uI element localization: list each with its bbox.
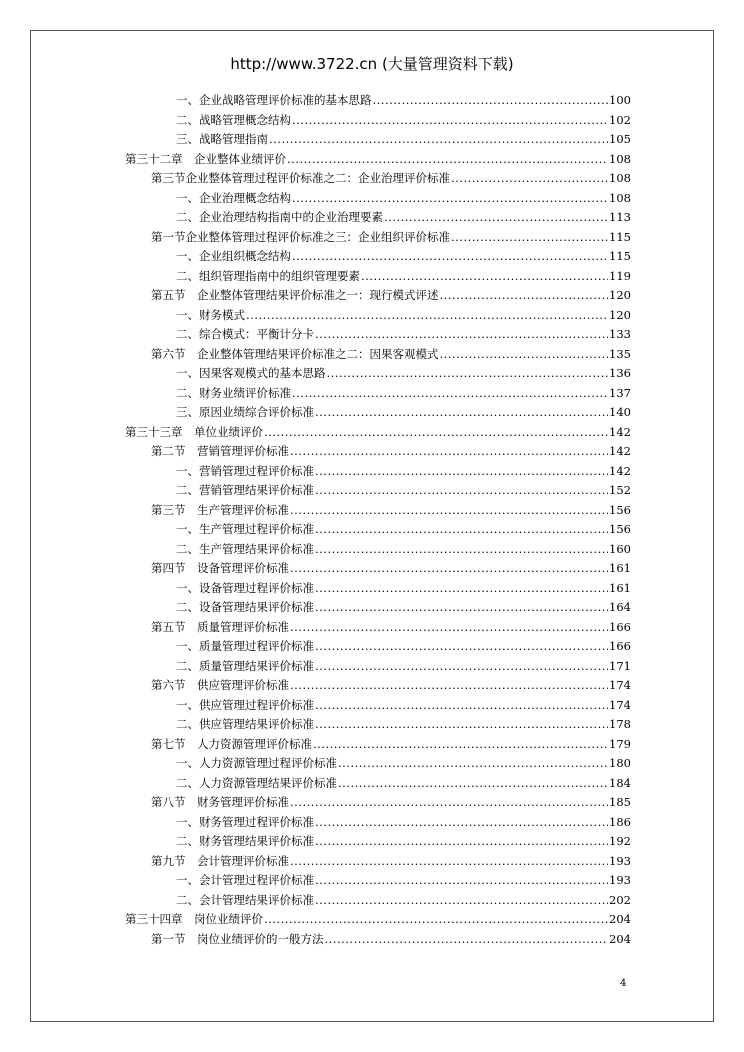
toc-entry[interactable] xyxy=(0,832,744,852)
toc-entry-title: 第一节 岗位业绩评价的一般方法 xyxy=(151,931,324,946)
toc-dot-leader xyxy=(290,559,608,579)
toc-dot-leader xyxy=(264,423,608,443)
toc-entry[interactable] xyxy=(0,208,744,228)
toc-dot-leader xyxy=(315,325,608,345)
toc-entry-page: 166 xyxy=(609,639,631,653)
toc-dot-leader xyxy=(315,891,608,911)
toc-entry-page: 133 xyxy=(609,327,631,341)
toc-entry-page: 185 xyxy=(609,795,631,809)
toc-dot-leader xyxy=(315,520,608,540)
toc-entry-title: 第三十四章 岗位业绩评价 xyxy=(125,912,263,926)
toc-entry-page: 204 xyxy=(609,931,631,946)
toc-entry-page: 178 xyxy=(609,717,631,731)
toc-entry-title: 二、设备管理结果评价标准 xyxy=(176,600,314,614)
toc-entry-title: 二、生产管理结果评价标准 xyxy=(176,541,314,556)
toc-dot-leader xyxy=(315,657,608,677)
toc-dot-leader xyxy=(290,676,608,696)
toc-entry-page: 192 xyxy=(609,834,631,848)
toc-entry-page: 186 xyxy=(609,814,631,829)
toc-entry-title: 二、组织管理指南中的组织管理要素 xyxy=(176,268,360,283)
toc-entry-title: 第六节 供应管理评价标准 xyxy=(151,678,289,692)
toc-entry[interactable] xyxy=(0,598,744,618)
toc-entry-title: 二、会计管理结果评价标准 xyxy=(176,892,314,907)
toc-dot-leader xyxy=(440,345,609,365)
toc-entry[interactable] xyxy=(0,774,744,794)
toc-entry-title: 第三十三章 单位业绩评价 xyxy=(125,424,263,439)
toc-entry-title: 第六节 企业整体管理结果评价标准之二：因果客观模式 xyxy=(151,346,439,361)
toc-entry[interactable] xyxy=(0,559,744,579)
toc-entry-page: 108 xyxy=(609,151,631,166)
toc-dot-leader xyxy=(315,403,608,423)
toc-entry-page: 136 xyxy=(609,366,631,380)
toc-dot-leader xyxy=(315,715,608,735)
toc-entry-page: 171 xyxy=(609,658,631,673)
toc-entry-page: 100 xyxy=(609,93,631,107)
toc-entry[interactable] xyxy=(0,189,744,209)
toc-entry-title: 第四节 设备管理评价标准 xyxy=(151,561,289,575)
toc-entry-title: 一、企业组织概念结构 xyxy=(176,249,291,263)
toc-entry-page: 164 xyxy=(609,600,631,614)
toc-entry-page: 193 xyxy=(609,853,631,868)
toc-entry-title: 二、综合模式：平衡计分卡 xyxy=(176,327,314,341)
toc-entry[interactable] xyxy=(0,384,744,404)
toc-entry[interactable] xyxy=(0,481,744,501)
toc-entry-page: 142 xyxy=(609,444,631,458)
toc-entry-title: 一、因果客观模式的基本思路 xyxy=(176,366,326,380)
toc-entry[interactable] xyxy=(0,813,744,833)
toc-entry[interactable] xyxy=(0,520,744,540)
toc-dot-leader xyxy=(287,150,608,170)
toc-entry-page: 115 xyxy=(609,229,631,244)
toc-entry[interactable] xyxy=(0,579,744,599)
toc-dot-leader xyxy=(361,267,608,287)
toc-entry-page: 174 xyxy=(609,678,631,692)
toc-entry-page: 156 xyxy=(609,522,631,536)
toc-dot-leader xyxy=(315,540,608,560)
toc-entry-title: 一、企业战略管理评价标准的基本思路 xyxy=(176,93,372,107)
toc-entry-page: 179 xyxy=(609,736,631,751)
toc-entry-page: 102 xyxy=(609,112,631,127)
toc-entry[interactable] xyxy=(0,793,744,813)
toc-entry-page: 142 xyxy=(609,424,631,439)
toc-dot-leader xyxy=(384,208,608,228)
toc-entry[interactable] xyxy=(0,930,744,950)
toc-entry-page: 174 xyxy=(609,697,631,712)
toc-entry-page: 202 xyxy=(609,892,631,907)
toc-dot-leader xyxy=(451,228,608,248)
toc-entry[interactable] xyxy=(0,618,744,638)
toc-entry-page: 108 xyxy=(609,171,631,185)
toc-entry-page: 204 xyxy=(609,912,631,926)
toc-entry-page: 152 xyxy=(609,483,631,497)
toc-entry-page: 142 xyxy=(609,463,631,478)
toc-entry-page: 161 xyxy=(609,561,631,575)
toc-entry-title: 二、财务管理结果评价标准 xyxy=(176,834,314,848)
toc-entry-page: 184 xyxy=(609,775,631,790)
toc-entry-title: 三、原因业绩综合评价标准 xyxy=(176,405,314,419)
toc-dot-leader xyxy=(315,813,608,833)
toc-entry[interactable] xyxy=(0,637,744,657)
toc-dot-leader xyxy=(292,111,608,131)
toc-entry-title: 一、人力资源管理过程评价标准 xyxy=(176,756,337,770)
toc-entry[interactable] xyxy=(0,150,744,170)
toc-entry[interactable] xyxy=(0,364,744,384)
toc-entry-title: 一、质量管理过程评价标准 xyxy=(176,639,314,653)
toc-entry-title: 一、设备管理过程评价标准 xyxy=(176,580,314,595)
toc-entry-title: 一、会计管理过程评价标准 xyxy=(176,873,314,887)
toc-entry-title: 一、财务模式 xyxy=(176,307,245,322)
toc-entry-page: 180 xyxy=(609,756,631,770)
toc-entry[interactable] xyxy=(0,891,744,911)
toc-entry-title: 二、人力资源管理结果评价标准 xyxy=(176,775,337,790)
toc-entry[interactable] xyxy=(0,657,744,677)
toc-dot-leader xyxy=(315,832,608,852)
toc-entry[interactable] xyxy=(0,325,744,345)
toc-dot-leader xyxy=(290,442,608,462)
toc-entry[interactable] xyxy=(0,228,744,248)
toc-entry-title: 一、供应管理过程评价标准 xyxy=(176,697,314,712)
toc-entry-title: 第八节 财务管理评价标准 xyxy=(151,795,289,809)
toc-entry-title: 第三十二章 企业整体业绩评价 xyxy=(125,151,286,166)
toc-entry[interactable] xyxy=(0,735,744,755)
toc-entry-page: 160 xyxy=(609,541,631,556)
toc-dot-leader xyxy=(269,130,608,150)
toc-entry[interactable] xyxy=(0,286,744,306)
toc-dot-leader xyxy=(315,481,608,501)
toc-entry-page: 120 xyxy=(609,307,631,322)
toc-entry-title: 第九节 会计管理评价标准 xyxy=(151,853,289,868)
toc-entry-page: 156 xyxy=(609,502,631,517)
toc-entry[interactable] xyxy=(0,501,744,521)
toc-dot-leader xyxy=(338,774,608,794)
toc-entry-page: 166 xyxy=(609,619,631,634)
toc-entry-title: 一、财务管理过程评价标准 xyxy=(176,814,314,829)
toc-dot-leader xyxy=(315,637,608,657)
toc-entry-page: 137 xyxy=(609,385,631,400)
toc-entry-title: 一、营销管理过程评价标准 xyxy=(176,463,314,478)
toc-entry-title: 二、企业治理结构指南中的企业治理要素 xyxy=(176,210,383,224)
toc-entry-page: 120 xyxy=(609,288,631,302)
toc-entry[interactable] xyxy=(0,852,744,872)
toc-entry-title: 第五节 质量管理评价标准 xyxy=(151,619,289,634)
toc-entry-title: 第五节 企业整体管理结果评价标准之一：现行模式评述 xyxy=(151,288,439,302)
toc-entry[interactable] xyxy=(0,442,744,462)
toc-entry-title: 一、生产管理过程评价标准 xyxy=(176,522,314,536)
toc-dot-leader xyxy=(290,501,608,521)
page-header: http://www.3722.cn (大量管理资料下载) xyxy=(230,55,514,73)
toc-dot-leader xyxy=(246,306,608,326)
toc-dot-leader xyxy=(292,189,608,209)
toc-entry-page: 161 xyxy=(609,580,631,595)
toc-dot-leader xyxy=(440,286,609,306)
toc-entry[interactable] xyxy=(0,91,744,111)
toc-entry-page: 115 xyxy=(609,249,631,263)
toc-entry-page: 119 xyxy=(609,268,631,283)
toc-entry-title: 第七节 人力资源管理评价标准 xyxy=(151,736,312,751)
toc-entry-title: 二、质量管理结果评价标准 xyxy=(176,658,314,673)
toc-entry-title: 第一节企业整体管理过程评价标准之三：企业组织评价标准 xyxy=(151,229,450,244)
toc-dot-leader xyxy=(451,169,608,189)
toc-entry-title: 第三节 生产管理评价标准 xyxy=(151,502,289,517)
toc-entry-page: 113 xyxy=(609,210,631,224)
toc-entry[interactable] xyxy=(0,754,744,774)
toc-dot-leader xyxy=(290,793,608,813)
toc-dot-leader xyxy=(373,91,609,111)
toc-entry-page: 105 xyxy=(609,132,631,146)
toc-entry[interactable] xyxy=(0,423,744,443)
toc-dot-leader xyxy=(315,579,608,599)
toc-entry-title: 二、供应管理结果评价标准 xyxy=(176,717,314,731)
toc-entry[interactable] xyxy=(0,111,744,131)
toc-entry-page: 140 xyxy=(609,405,631,419)
toc-entry-page: 135 xyxy=(609,346,631,361)
toc-dot-leader xyxy=(264,910,608,930)
toc-dot-leader xyxy=(338,754,608,774)
toc-entry-title: 三、战略管理指南 xyxy=(176,132,268,146)
toc-entry-title: 二、财务业绩评价标准 xyxy=(176,385,291,400)
page-number: 4 xyxy=(620,978,627,989)
toc-entry-title: 第二节 营销管理评价标准 xyxy=(151,444,289,458)
toc-entry[interactable] xyxy=(0,130,744,150)
toc-entry[interactable] xyxy=(0,462,744,482)
toc-dot-leader xyxy=(290,618,608,638)
toc-entry[interactable] xyxy=(0,871,744,891)
toc-entry[interactable] xyxy=(0,403,744,423)
toc-entry-page: 193 xyxy=(609,873,631,887)
toc-dot-leader xyxy=(292,247,608,267)
toc-entry[interactable] xyxy=(0,345,744,365)
toc-dot-leader xyxy=(315,871,608,891)
toc-entry[interactable] xyxy=(0,540,744,560)
toc-entry[interactable] xyxy=(0,676,744,696)
toc-dot-leader xyxy=(292,384,608,404)
toc-entry-title: 二、战略管理概念结构 xyxy=(176,112,291,127)
toc-dot-leader xyxy=(315,696,608,716)
toc-entry[interactable] xyxy=(0,696,744,716)
toc-entry[interactable] xyxy=(0,910,744,930)
toc-dot-leader xyxy=(313,735,608,755)
toc-entry[interactable] xyxy=(0,169,744,189)
toc-entry[interactable] xyxy=(0,247,744,267)
toc-entry[interactable] xyxy=(0,267,744,287)
toc-entry[interactable] xyxy=(0,715,744,735)
toc-dot-leader xyxy=(315,598,608,618)
toc-entry-title: 第三节企业整体管理过程评价标准之二：企业治理评价标准 xyxy=(151,171,450,185)
toc-entry-title: 二、营销管理结果评价标准 xyxy=(176,483,314,497)
toc-entry[interactable] xyxy=(0,306,744,326)
toc-entry-title: 一、企业治理概念结构 xyxy=(176,190,291,205)
toc-dot-leader xyxy=(290,852,608,872)
table-of-contents xyxy=(0,91,744,949)
toc-dot-leader xyxy=(315,462,608,482)
toc-dot-leader xyxy=(325,930,609,950)
toc-entry-page: 108 xyxy=(609,190,631,205)
toc-dot-leader xyxy=(327,364,609,384)
